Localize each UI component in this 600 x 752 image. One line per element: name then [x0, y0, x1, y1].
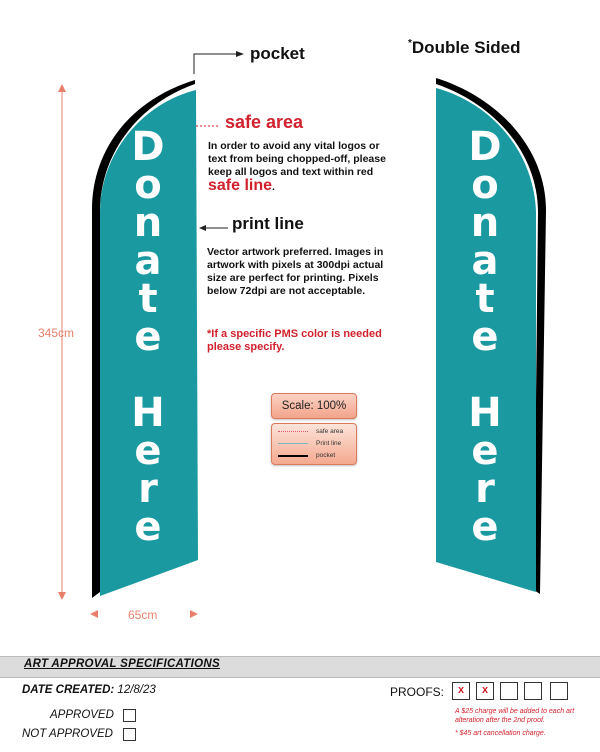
line-legend [271, 423, 357, 465]
proof-checkbox-3[interactable] [500, 682, 518, 700]
safe-area-desc-text: In order to avoid any vital logos or text from being chopped-off, please keep all logos and text within red [208, 140, 386, 178]
approved-label: APPROVED [50, 709, 114, 721]
print-line-arrow [199, 225, 206, 231]
double-sided-label [408, 38, 521, 58]
not-approved-checkbox[interactable] [123, 728, 136, 741]
safe-line-period: . [272, 181, 275, 193]
proof-checkbox-5[interactable] [550, 682, 568, 700]
double-sided-text: Double Sided [411, 38, 521, 57]
legend-swatch-print-line [278, 443, 308, 444]
pocket-pointer-line [194, 54, 236, 74]
legend-label: Print line [316, 440, 342, 447]
safe-line-text: safe line [208, 177, 273, 194]
right-flag-text: D o n a t e H e r e [468, 124, 502, 550]
width-arrow-right [190, 610, 198, 618]
date-created [22, 684, 156, 696]
pms-color-note: *If a specific PMS color is needed please specify. [207, 328, 382, 353]
alteration-charge-note: A $25 charge will be added to each art alteration after the 2nd proof. [455, 708, 575, 724]
pocket-pointer-arrow [236, 51, 244, 57]
safe-area-description [208, 140, 398, 194]
legend-item-pocket [278, 450, 354, 461]
legend-swatch-safe-area [278, 431, 308, 432]
proof-checkbox-1[interactable]: x [452, 682, 470, 700]
legend-item-print-line [278, 438, 354, 449]
proofs-label: PROOFS: [390, 685, 445, 699]
legend-swatch-pocket [278, 455, 308, 457]
proof-checkbox-2[interactable]: x [476, 682, 494, 700]
not-approved-label: NOT APPROVED [22, 728, 113, 740]
legend-label: pocket [316, 452, 336, 459]
width-dimension-label: 65cm [128, 608, 158, 622]
print-line-title: print line [232, 214, 304, 233]
cancellation-charge-note: * $45 art cancellation charge. [455, 730, 546, 737]
double-sided-mark: * [408, 38, 412, 49]
date-created-value: 12/8/23 [117, 684, 156, 696]
date-created-label: DATE CREATED: [22, 684, 115, 696]
legend-label: safe area [316, 428, 344, 435]
print-line-description: Vector artwork preferred. Images in artwork with pixels at 300dpi actual size are perfect for printing. Pixels below 72dpi are not acceptable. [207, 246, 384, 297]
approved-checkbox[interactable] [123, 709, 136, 722]
height-dimension-label: 345cm [38, 326, 75, 340]
height-arrow-bottom [58, 592, 66, 600]
legend-item-safe-area [278, 426, 354, 437]
left-flag-text: D o n a t e H e r e [131, 124, 165, 550]
safe-area-title: safe area [225, 112, 304, 132]
pocket-label: pocket [250, 44, 305, 63]
width-arrow-left [90, 610, 98, 618]
scale-badge: Scale: 100% [271, 393, 357, 419]
proof-checkbox-4[interactable] [524, 682, 542, 700]
specs-title: ART APPROVAL SPECIFICATIONS [24, 658, 220, 670]
height-arrow-top [58, 84, 66, 92]
